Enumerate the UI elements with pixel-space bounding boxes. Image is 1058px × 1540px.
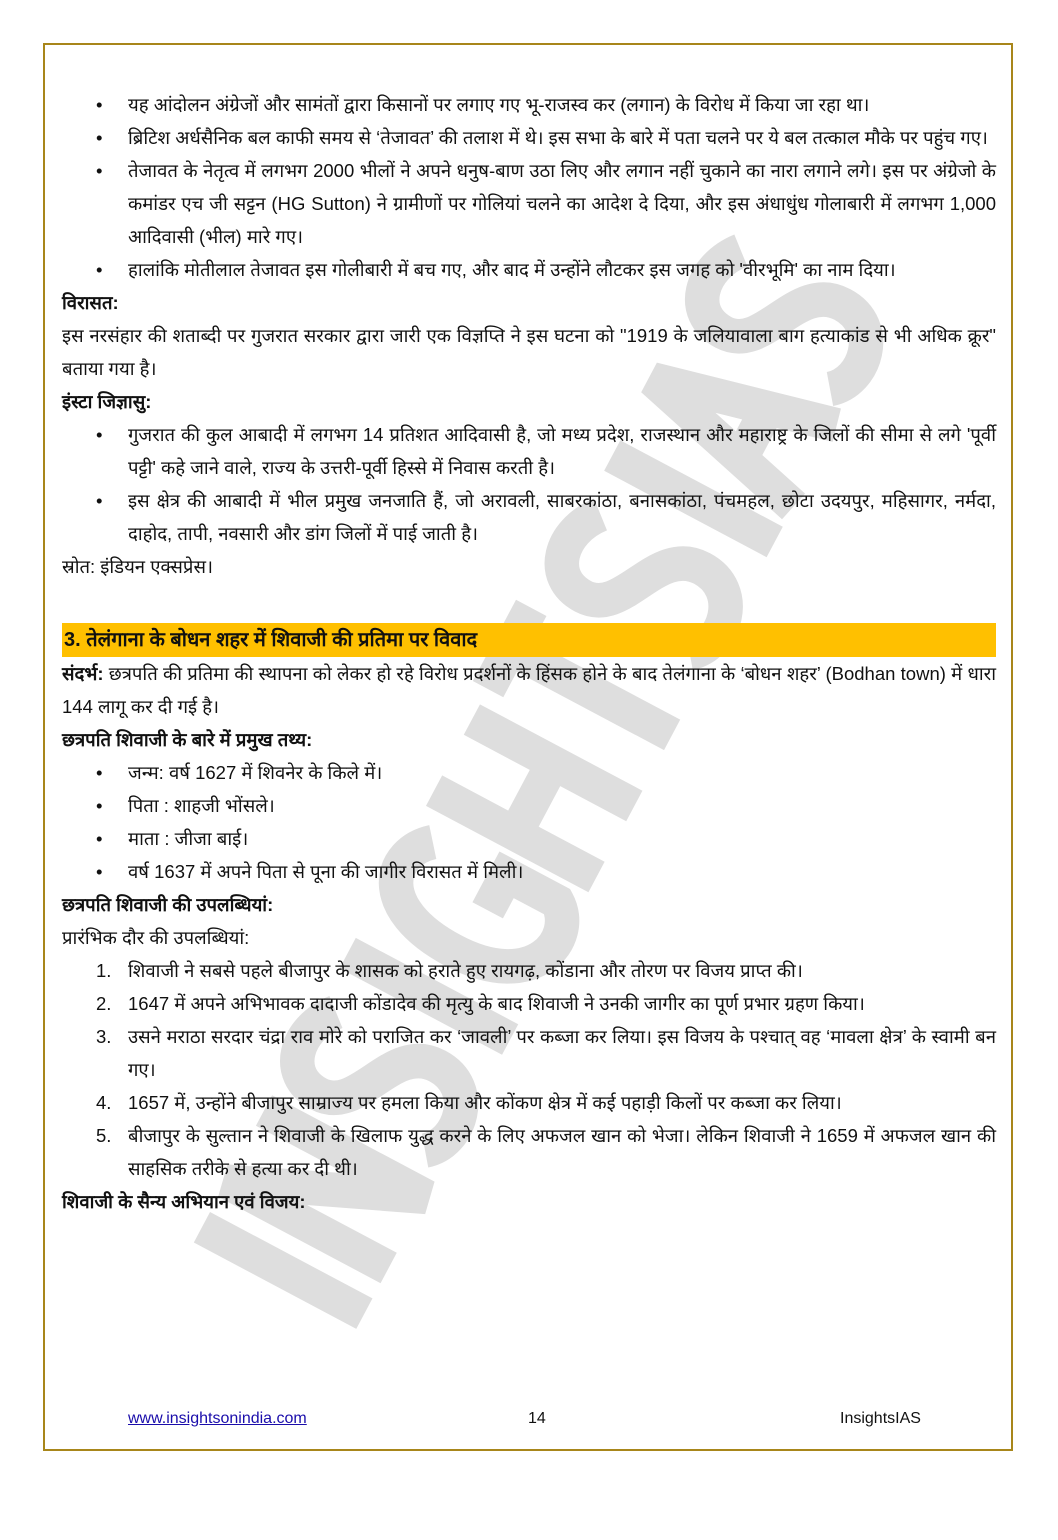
insta-heading: इंस्टा जिज्ञासु: — [62, 391, 152, 412]
list-item — [62, 1119, 996, 1185]
military-heading: शिवाजी के सैन्य अभियान एवं विजय: — [62, 1191, 306, 1212]
page-footer — [62, 1377, 994, 1431]
list-item — [62, 954, 996, 987]
list-item — [62, 987, 996, 1020]
item-text: उसने मराठा सरदार चंद्रा राव मोरे को पराजित कर ‘जावली’ पर कब्जा कर लिया। इस विजय के पश्चात् वह ‘मावला क्षेत्र’ के स्वामी बन गए। — [128, 1026, 996, 1080]
list-item: • जन्म: वर्ष 1627 में शिवनेर के किले में। — [62, 756, 996, 789]
item-text: शिवाजी ने सबसे पहले बीजापुर के शासक को हराते हुए रायगढ़, कोंडाना और तोरण पर विजय प्राप्त की। — [128, 960, 803, 981]
item-number: 3. — [96, 1026, 112, 1047]
list-item: • इस क्षेत्र की आबादी में भील प्रमुख जनजाति हैं, जो अरावली, साबरकांठा, बनासकांठा, पंचमहल, छोटा उदयपुर, महिसागर, नर्मदा, दाहोद, तापी, नवसारी और डांग जिलों में पाई जाती है। — [62, 484, 996, 550]
early-heading: प्रारंभिक दौर की उपलब्धियां: — [62, 927, 250, 948]
list-item: • हालांकि मोतीलाल तेजावत इस गोलीबारी में बच गए, और बाद में उन्होंने लौटकर इस जगह को 'वीरभूमि' का नाम दिया। — [62, 253, 996, 286]
early-achievements-list — [62, 954, 996, 1185]
list-item: • तेजावत के नेतृत्व में लगभग 2000 भीलों ने अपने धनुष-बाण उठा लिए और लगान नहीं चुकाने का नारा लगाने लगे। इस पर अंग्रेजो के कमांडर एच जी सट्टन (HG Sutton) ने ग्रामीणों पर गोलियां चलने का आदेश दे दिया, और इस अंधाधुंध गोलाबारी में लगभग 1,000 आदिवासी (भील) मारे गए। — [62, 154, 996, 253]
list-item: • पिता : शाहजी भोंसले। — [62, 789, 996, 822]
item-number: 1. — [96, 960, 112, 981]
brand-name: InsightsIAS — [840, 1410, 921, 1427]
item-text: 1647 में अपने अभिभावक दादाजी कोंडादेव की मृत्यु के बाद शिवाजी ने उनकी जागीर का पूर्ण प्रभार ग्रहण किया। — [128, 993, 865, 1014]
website-link[interactable]: www.insightsonindia.com — [128, 1410, 307, 1427]
page-frame — [43, 43, 1013, 1451]
insta-bullets — [62, 418, 996, 550]
list-item: • ब्रिटिश अर्धसैनिक बल काफी समय से ‘तेजावत’ की तलाश में थे। इस सभा के बारे में पता चलने पर ये बल तत्काल मौके पर पहुंच गए। — [62, 121, 996, 154]
page-content — [62, 88, 996, 1218]
list-item: • वर्ष 1637 में अपने पिता से पूना की जागीर विरासत में मिली। — [62, 855, 996, 888]
movement-bullets — [62, 88, 996, 286]
page-number: 14 — [528, 1410, 546, 1427]
context-label: संदर्भ: — [62, 663, 104, 684]
achievements-heading: छत्रपति शिवाजी की उपलब्धियां: — [62, 894, 274, 915]
context-text: छत्रपति की प्रतिमा की स्थापना को लेकर हो रहे विरोध प्रदर्शनों के हिंसक होने के बाद तेलंगाना के ‘बोधन शहर’ (Bodhan town) में धारा 144 लागू कर दी गई है। — [62, 663, 996, 717]
list-item: • माता : जीजा बाई। — [62, 822, 996, 855]
legacy-text: इस नरसंहार की शताब्दी पर गुजरात सरकार द्वारा जारी एक विज्ञप्ति ने इस घटना को "1919 के जलियावाला बाग हत्याकांड से भी अधिक क्रूर" बताया गया है। — [62, 325, 996, 379]
list-item: • गुजरात की कुल आबादी में लगभग 14 प्रतिशत आदिवासी है, जो मध्य प्रदेश, राजस्थान और महाराष्ट्र के जिलों की सीमा से लगे 'पूर्वी पट्टी' कहे जाने वाले, राज्य के उत्तरी-पूर्वी हिस्से में निवास करती है। — [62, 418, 996, 484]
item-number: 2. — [96, 993, 112, 1014]
item-number: 5. — [96, 1125, 112, 1146]
facts-list — [62, 756, 996, 888]
list-item — [62, 1020, 996, 1086]
source-line: स्रोत: इंडियन एक्सप्रेस। — [62, 556, 213, 577]
context-paragraph — [62, 657, 996, 723]
facts-heading: छत्रपति शिवाजी के बारे में प्रमुख तथ्य: — [62, 729, 313, 750]
item-text: बीजापुर के सुल्तान ने शिवाजी के खिलाफ युद्ध करने के लिए अफजल खान को भेजा। लेकिन शिवाजी ने 1659 में अफजल खान की साहसिक तरीके से हत्या कर दी थी। — [128, 1125, 996, 1179]
legacy-heading: विरासत: — [62, 292, 119, 313]
item-number: 4. — [96, 1092, 112, 1113]
section-heading: 3. तेलंगाना के बोधन शहर में शिवाजी की प्रतिमा पर विवाद — [62, 623, 996, 657]
item-text: 1657 में, उन्होंने बीजापुर साम्राज्य पर हमला किया और कोंकण क्षेत्र में कई पहाड़ी किलों पर कब्जा कर लिया। — [128, 1092, 842, 1113]
list-item — [62, 1086, 996, 1119]
list-item: • यह आंदोलन अंग्रेजों और सामंतों द्वारा किसानों पर लगाए गए भू-राजस्व कर (लगान) के विरोध में किया जा रहा था। — [62, 88, 996, 121]
